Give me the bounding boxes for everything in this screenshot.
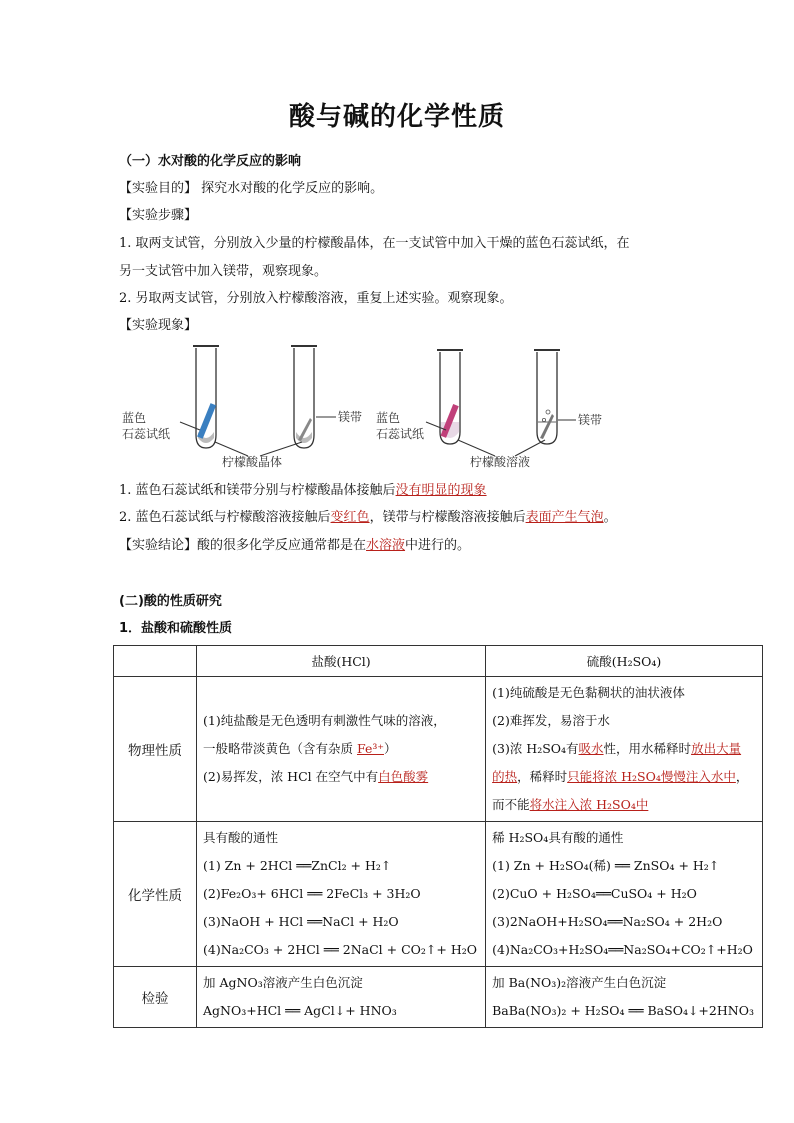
h2so4-phys-4-red1: 的热	[492, 769, 518, 784]
h2so4-chem-line: (4)Na₂CO₃+H₂SO₄══Na₂SO₄+CO₂↑+H₂O	[492, 942, 753, 957]
h2so4-phys-3-text: (3)浓 H₂SO₄有	[492, 741, 579, 756]
experiment-figure	[120, 340, 610, 475]
purpose-text: 探究水对酸的化学反应的影响。	[197, 181, 384, 196]
h2so4-chemical-cell	[486, 822, 763, 967]
h2so4-phys-line-3	[492, 735, 756, 763]
fig-label-crystal: 柠檬酸晶体	[222, 455, 283, 469]
col-header-h2so4: 硫酸(H₂SO₄)	[486, 646, 763, 677]
step1-line2: 另一支试管中加入镁带，观察现象。	[119, 264, 328, 279]
h2so4-phys-3-red2: 放出大量	[691, 741, 742, 756]
hcl-test-line-1: 加 AgNO₃溶液产生白色沉淀	[203, 975, 363, 990]
h2so4-chem-line: (2)CuO + H₂SO₄══CuSO₄ + H₂O	[492, 886, 697, 901]
h2so4-physical-cell	[486, 677, 763, 822]
obs2-highlight-2: 表面产生气泡	[525, 510, 604, 525]
fig-label-litmus-left: 石蕊试纸	[122, 427, 171, 441]
hcl-chem-line: (1) Zn + 2HCl ══ZnCl₂ + H₂↑	[203, 858, 392, 873]
obs1-text: 1. 蓝色石蕊试纸和镁带分别与柠檬酸晶体接触后	[119, 483, 396, 498]
h2so4-chem-line: 稀 H₂SO₄具有酸的通性	[492, 830, 624, 845]
acid-properties-table	[113, 645, 763, 1028]
hcl-chem-line: (4)Na₂CO₃ + 2HCl ══ 2NaCl + CO₂↑+ H₂O	[203, 942, 477, 957]
page-title: 酸与碱的化学性质	[288, 102, 505, 132]
h2so4-phys-4-red2: 只能将浓 H₂SO₄慢慢注入水中	[567, 769, 736, 784]
conclusion-line	[119, 537, 470, 555]
h2so4-phys-3-mid: 性，用水稀释时	[603, 741, 692, 756]
obs2-highlight-1: 变红色	[330, 510, 370, 525]
fig-label-blue-right: 蓝色	[376, 411, 401, 425]
conclusion-end: 中进行的。	[405, 538, 471, 553]
hcl-phys-2-text: 一般略带淡黄色（含有杂质	[203, 741, 357, 756]
step2-line: 2. 另取两支试管，分别放入柠檬酸溶液，重复上述实验。观察现象。	[119, 291, 513, 306]
fig-label-blue-left: 蓝色	[122, 411, 147, 425]
hcl-phys-line-2	[203, 735, 479, 763]
fig-label-mg-right: 镁带	[578, 413, 603, 427]
row-label-test: 检验	[114, 967, 197, 1028]
step1-line1: 1. 取两支试管，分别放入少量的柠檬酸晶体，在一支试管中加入干燥的蓝色石蕊试纸，在	[119, 236, 630, 251]
purpose-label: 【实验目的】	[119, 181, 198, 196]
h2so4-phys-4-end: ，	[735, 769, 749, 784]
conclusion-label: 【实验结论】	[119, 538, 198, 553]
hcl-test-line-2: AgNO₃+HCl ══ AgCl↓+ HNO₃	[203, 1003, 397, 1018]
observation-1	[119, 482, 487, 500]
col-header-hcl: 盐酸(HCl)	[197, 646, 486, 677]
conclusion-text: 酸的很多化学反应通常都是在	[197, 538, 367, 553]
obs1-highlight: 没有明显的现象	[395, 483, 487, 498]
hcl-chemical-cell	[197, 822, 486, 967]
h2so4-phys-4-mid: ，稀释时	[517, 769, 568, 784]
hcl-chem-line: (2)Fe₂O₃+ 6HCl ══ 2FeCl₃ + 3H₂O	[203, 886, 421, 901]
fig-label-litmus-right: 石蕊试纸	[376, 427, 425, 441]
row-label-physical: 物理性质	[114, 677, 197, 822]
h2so4-chem-line: (3)2NaOH+H₂SO₄══Na₂SO₄ + 2H₂O	[492, 914, 723, 929]
fig-label-mg-left: 镁带	[338, 410, 363, 424]
hcl-test-cell	[197, 967, 486, 1028]
h2so4-test-line-1: 加 Ba(NO₃)₂溶液产生白色沉淀	[492, 975, 667, 990]
h2so4-phys-3-red1: 吸水	[578, 741, 604, 756]
h2so4-phys-line-2: (2)难挥发，易溶于水	[492, 713, 610, 728]
h2so4-phys-line-1: (1)纯硫酸是无色黏稠状的油状液体	[492, 685, 685, 700]
section2-subheading: 1．盐酸和硫酸性质	[119, 621, 233, 636]
purpose-line	[119, 180, 383, 198]
hcl-phys-2-red: Fe³⁺	[356, 741, 384, 756]
h2so4-phys-5-red: 将水注入浓 H₂SO₄中	[529, 797, 649, 812]
hcl-chem-line: (3)NaOH + HCl ══NaCl + H₂O	[203, 914, 399, 929]
h2so4-test-cell	[486, 967, 763, 1028]
fig-label-solution: 柠檬酸溶液	[470, 455, 531, 469]
phenomena-label: 【实验现象】	[119, 318, 198, 333]
hcl-phys-3-text: (2)易挥发，浓 HCl 在空气中有	[203, 769, 379, 784]
obs2-text: 2. 蓝色石蕊试纸与柠檬酸溶液接触后	[119, 510, 331, 525]
h2so4-phys-line-5	[492, 791, 756, 819]
obs2-mid: ，镁带与柠檬酸溶液接触后	[369, 510, 526, 525]
observation-2	[119, 509, 617, 527]
conclusion-highlight: 水溶液	[366, 538, 406, 553]
hcl-phys-2-end: ）	[383, 741, 397, 756]
section2-heading: (二)酸的性质研究	[119, 594, 222, 609]
h2so4-phys-line-4	[492, 763, 756, 791]
obs2-end: 。	[603, 510, 617, 525]
h2so4-chem-line: (1) Zn + H₂SO₄(稀) ══ ZnSO₄ + H₂↑	[492, 858, 720, 873]
hcl-phys-line-1: (1)纯盐酸是无色透明有刺激性气味的溶液，	[203, 713, 446, 728]
steps-label: 【实验步骤】	[119, 208, 198, 223]
hcl-chem-line: 具有酸的通性	[203, 830, 279, 845]
hcl-phys-line-3	[203, 763, 479, 791]
h2so4-phys-5-text: 而不能	[492, 797, 530, 812]
row-label-chemical: 化学性质	[114, 822, 197, 967]
hcl-phys-3-red: 白色酸雾	[378, 769, 429, 784]
table-corner	[114, 646, 197, 677]
h2so4-test-line-2: BaBa(NO₃)₂ + H₂SO₄ ══ BaSO₄↓+2HNO₃	[492, 1003, 754, 1018]
hcl-physical-cell	[197, 677, 486, 822]
section1-heading: （一）水对酸的化学反应的影响	[119, 154, 302, 169]
